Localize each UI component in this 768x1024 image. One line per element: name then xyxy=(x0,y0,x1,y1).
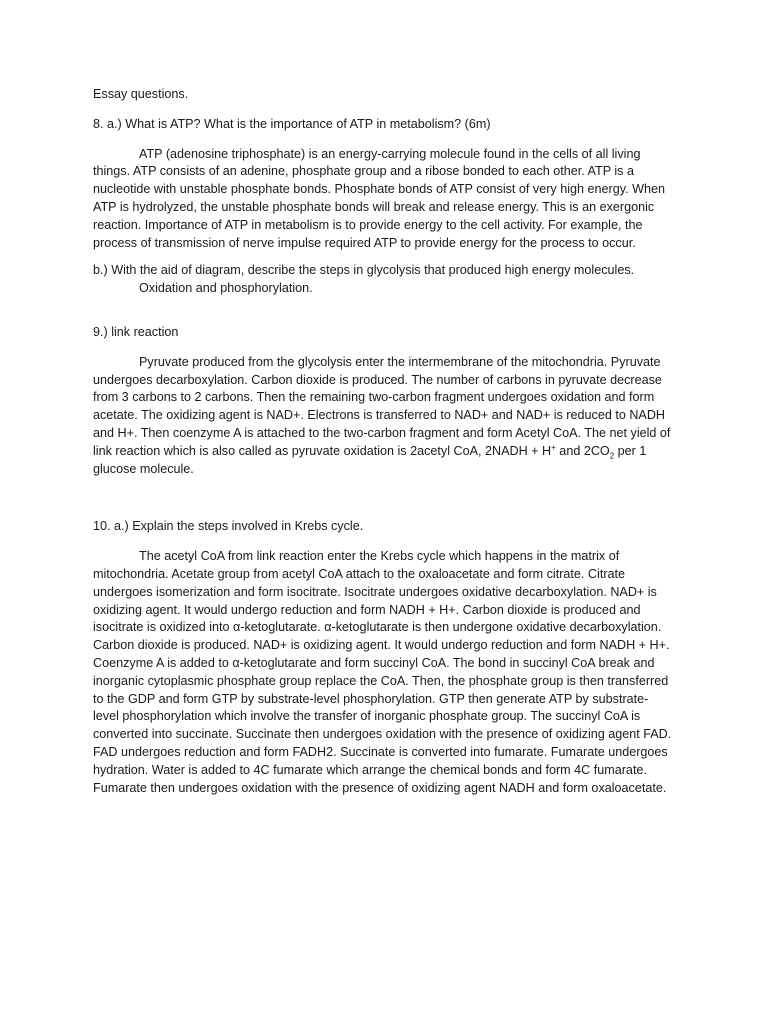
answer-9-main: Pyruvate produced from the glycolysis enter the intermembrane of the mitochondria. Pyruvate undergoes decarboxylation. Carbon dioxide is produced. The number of carbons in pyruvate decrease from 3 carbons to 2 carbons. Then the remaining two-carbon fragment undergoes oxidation and form acetate. The oxidizing agent is NAD+. Electrons is transferred to NAD+ and NAD+ is reduced to NADH and H+. Then coenzyme A is attached to the two-carbon fragment and form Acetyl CoA. The net yield of link reaction which is also called as pyruvate oxidation is 2acetyl CoA, 2NADH + H xyxy=(93,354,671,458)
superscript-plus: + xyxy=(551,442,556,452)
subscript-two: 2 xyxy=(609,451,615,461)
answer-9-mid: and 2CO xyxy=(555,443,610,458)
answer-9 xyxy=(93,354,673,479)
spacer xyxy=(93,488,673,518)
question-10a: 10. a.) Explain the steps involved in Krebs cycle. xyxy=(93,519,364,534)
answer-10a: The acetyl CoA from link reaction enter the Krebs cycle which happens in the matrix of mitochondria. Acetate group from acetyl CoA attach to the oxaloacetate and form citrate. Citrate undergoes isomerization and form isocitrate. Isocitrate undergoes oxidative decarboxylation. NAD+ is oxidizing agent. It would undergo reduction and form NADH + H+. Carbon dioxide is produced and isocitrate is oxidized into α-ketoglutarate. α-ketoglutarate is then undergone oxidative decarboxylation. Carbon dioxide is produced. NAD+ is oxidizing agent. It would undergo reduction and form NADH + H+. Coenzyme A is added to α-ketoglutarate and form succinyl CoA. The bond in succinyl CoA break and inorganic cytoplasmic phosphate group replace the CoA. Then, the phosphate group is then transferred to the GDP and form GTP by substrate-level phosphorylation. GTP then generate ATP by substrate-level phosphorylation which involve the transfer of inorganic phosphate group. The succinyl CoA is converted into succinate. Succinate then undergoes oxidation with the presence of oxidizing agent FAD. FAD undergoes reduction and form FADH2. Succinate is converted into fumarate. Fumarate undergoes hydration. Water is added to 4C fumarate which arrange the chemical bonds and form 4C fumarate. Fumarate then undergoes oxidation with the presence of oxidizing agent NADH and form oxaloacetate. xyxy=(93,549,672,795)
answer-8b: Oxidation and phosphorylation. xyxy=(139,281,313,296)
question-9: 9.) link reaction xyxy=(93,324,179,339)
question-8b: b.) With the aid of diagram, describe the steps in glycolysis that produced high energy molecules. xyxy=(93,263,635,278)
section-heading: Essay questions. xyxy=(93,87,189,101)
spacer xyxy=(93,298,673,324)
question-8a: 8. a.) What is ATP? What is the importance of ATP in metabolism? (6m) xyxy=(93,116,491,131)
answer-8a: ATP (adenosine triphosphate) is an energy-carrying molecule found in the cells of all living things. ATP consists of an adenine, phosphate group and a ribose bonded to each other. ATP is a nucleotide with unstable phosphate bonds. Phosphate bonds of ATP consist of very high energy. When ATP is hydrolyzed, the unstable phosphate bonds will break and release energy. This is an exergonic reaction. Importance of ATP in metabolism is to provide energy to the cell activity. For example, the process of transmission of nerve impulse required ATP to provide energy for the process to occur. xyxy=(93,146,665,250)
document-body xyxy=(93,86,673,807)
answer-9-end: per 1 glucose molecule. xyxy=(93,443,647,476)
